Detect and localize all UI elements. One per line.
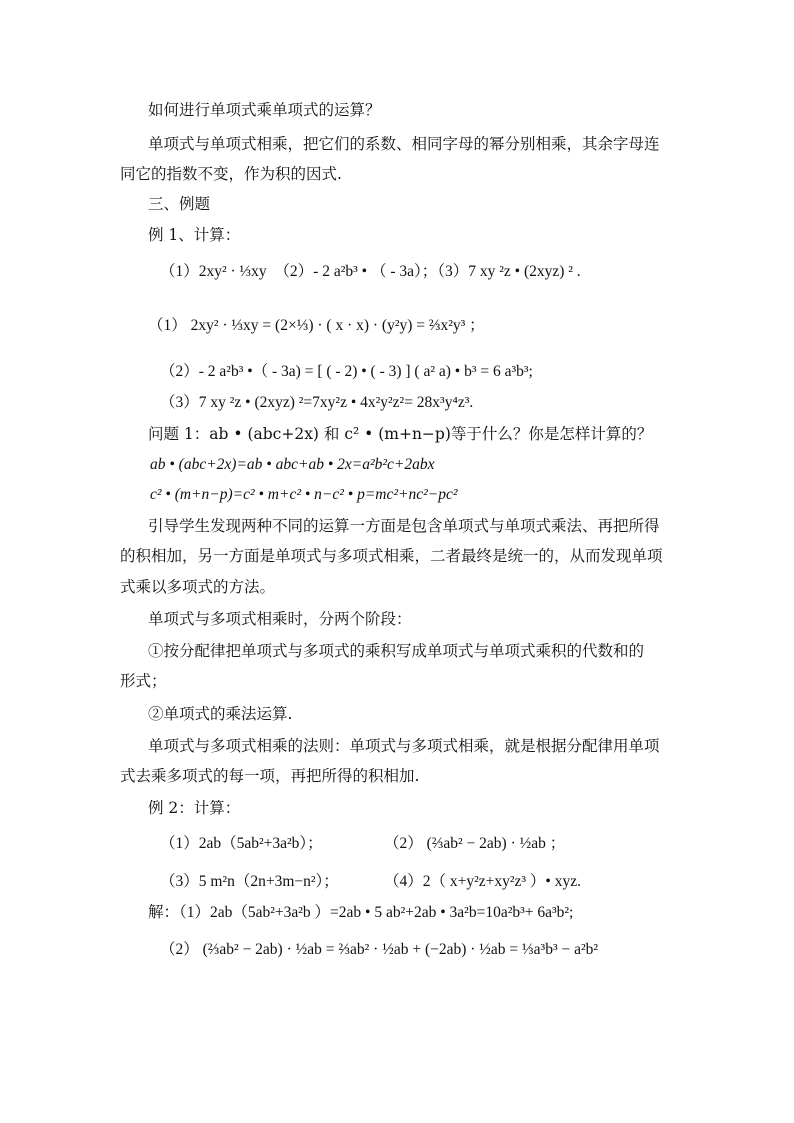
stage1-line-2: 形式； [120,672,167,690]
question1-answer-b: c² • (m+n−p)=c² • m+c² • n−c² • p=mc²+nc²−pc² [150,486,458,503]
guide-line-2: 的积相加，另一方面是单项式与多项式相乘，二者最终是统一的，从而发现单项 [120,547,663,565]
example2-problem1: （1）2ab（5ab²+3a²b）； [160,835,323,852]
example2-problem3: （3）5 m²n（2n+3m−n²）； [160,873,339,890]
example2-problem2: （2） (⅔ab² − 2ab) · ½ab ； [384,835,566,852]
stage2-line: ②单项式的乘法运算. [148,705,293,723]
example1-problems: （1）2xy² · ⅓xy （2）- 2 a²b³ • （ - 3a）；（3）7 xy ²z • (2xyz) ² . [160,263,581,280]
question1: 问题 1：ab • (abc+2x) 和 c² • (m+n−p)等于什么？你是怎样计算的？ [148,425,653,443]
solution1-part1: （1） 2xy² · ⅓xy = (2×⅓) · ( x · x) · (y²y) = ⅔x²y³ ； [148,317,485,334]
section-heading: 三、例题 [148,195,211,213]
guide-line-3: 式乘以多项式的方法。 [120,578,276,596]
solution2-part1: 解：（1）2ab（5ab²+3a²b ）=2ab • 5 ab²+2ab • 3a²b=10a²b³+ 6a³b²; [148,904,574,921]
question1-answer-a: ab • (abc+2x)=ab • abc+ab • 2x=a²b²c+2abx [150,456,435,473]
example2-title: 例 2：计算： [148,799,241,817]
rule-line-1: 单项式与单项式相乘，把它们的系数、相同字母的幂分别相乘，其余字母连 [148,135,660,153]
solution2-part2: （2） (⅔ab² − 2ab) · ½ab = ⅔ab² · ½ab + (−2ab) · ½ab = ⅓a³b³ − a²b² [160,941,599,958]
solution1-part3: （3）7 xy ²z • (2xyz) ²=7xy²z • 4x²y²z²= 28x³y⁴z³. [160,394,474,411]
question-title: 如何进行单项式乘单项式的运算？ [148,101,381,119]
guide-line-1: 引导学生发现两种不同的运算一方面是包含单项式与单项式乘法、再把所得 [148,517,660,535]
stage-title: 单项式与多项式相乘时，分两个阶段： [148,610,412,628]
law-line-1: 单项式与多项式相乘的法则：单项式与多项式相乘，就是根据分配律用单项 [148,737,660,755]
example1-title: 例 1、计算： [148,226,241,244]
law-line-2: 式去乘多项式的每一项，再把所得的积相加. [120,767,420,785]
solution1-part2: （2）- 2 a²b³ •（ - 3a) = [ ( - 2) • ( - 3) ] ( a² a) • b³ = 6 a³b³; [160,363,533,380]
rule-line-2: 同它的指数不变，作为积的因式. [120,165,342,183]
example2-problem4: （4）2（ x+y²z+xy²z³ ）• xyz. [384,873,581,890]
stage1-line-1: ①按分配律把单项式与多项式的乘积写成单项式与单项式乘积的代数和的 [148,642,645,660]
